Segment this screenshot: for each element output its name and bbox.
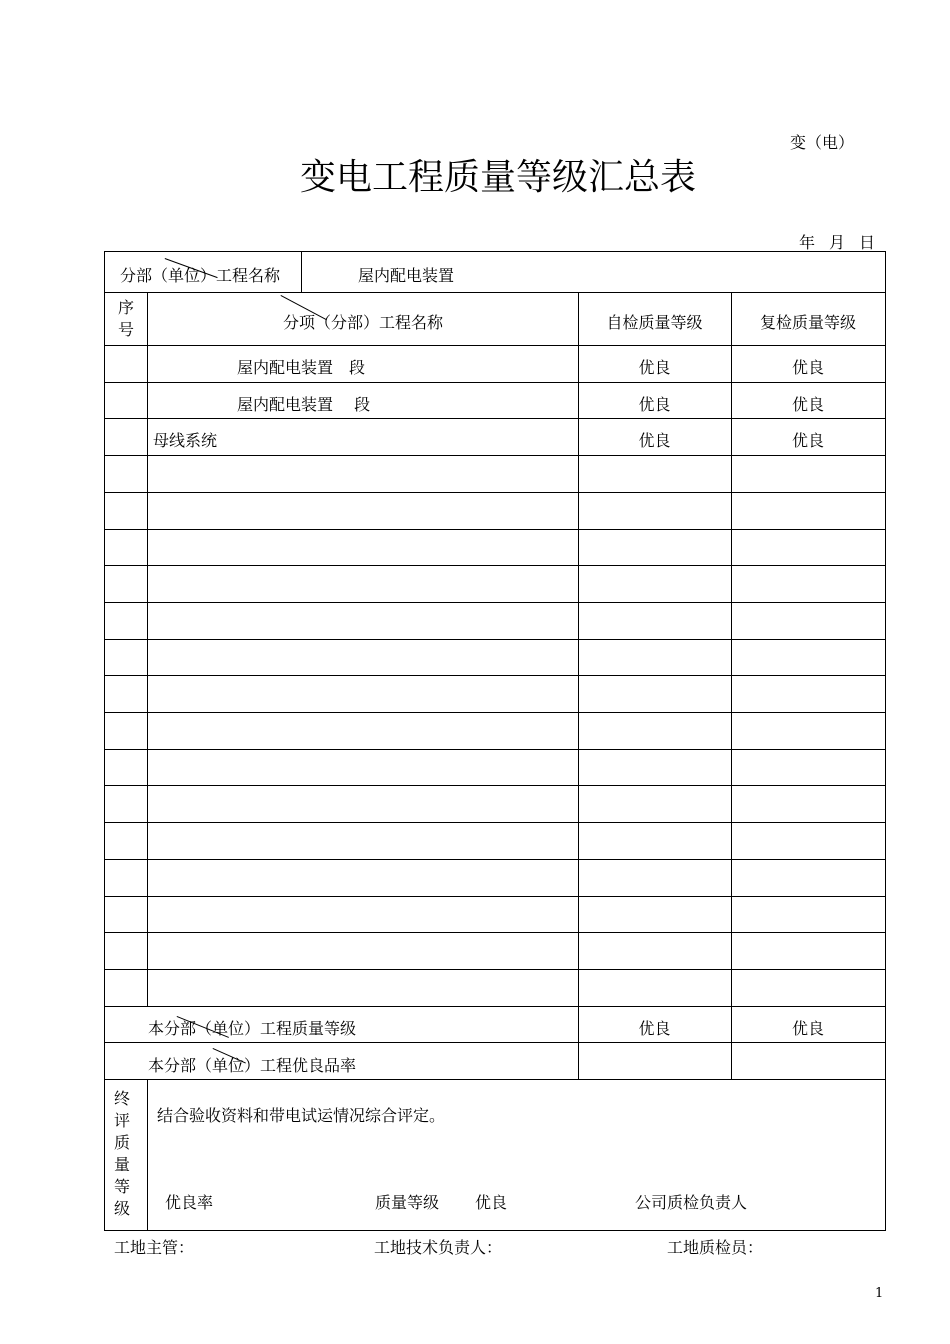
row-divider <box>105 345 885 346</box>
row-divider <box>105 785 885 786</box>
final-label: 终评质量等级 <box>113 1089 130 1218</box>
row-divider <box>105 565 885 566</box>
row-divider <box>105 749 885 750</box>
footer-tech-lead: 工地技术负责人： <box>374 1238 503 1257</box>
col-divider-seq <box>147 292 148 1006</box>
summary-grade-self: 优良 <box>638 1019 671 1038</box>
row-divider <box>105 969 885 970</box>
row-self-grade: 优良 <box>638 431 671 451</box>
row-divider <box>105 602 885 603</box>
form-code: 变（电） <box>790 133 855 152</box>
row-divider <box>105 822 885 823</box>
row-divider <box>105 382 885 383</box>
row-divider <box>105 932 885 933</box>
row-item-name: 屋内配电装置 段 <box>237 358 366 377</box>
row-divider <box>105 455 885 456</box>
row-item-name: 屋内配电装置 段 <box>237 394 371 414</box>
row-item-name: 母线系统 <box>153 431 218 451</box>
row-divider <box>105 859 885 860</box>
date-year: 年 <box>799 233 816 252</box>
row-self-grade: 优良 <box>638 394 671 414</box>
header-recheck-grade: 复检质量等级 <box>759 313 856 332</box>
final-grade-label: 质量等级 <box>375 1193 440 1212</box>
row-divider <box>105 418 885 419</box>
row-divider <box>105 529 885 530</box>
row-divider <box>105 639 885 640</box>
header-self-grade: 自检质量等级 <box>606 313 703 332</box>
header-seq: 序号 <box>117 298 134 339</box>
row-recheck-grade: 优良 <box>791 431 824 451</box>
project-divider <box>301 252 302 292</box>
quality-summary-table <box>104 251 886 1231</box>
footer-site-manager: 工地主管： <box>114 1238 195 1257</box>
row-self-grade: 优良 <box>638 358 671 377</box>
final-rate-label: 优良率 <box>165 1193 214 1212</box>
page-number: 1 <box>875 1286 884 1301</box>
final-divider <box>147 1079 148 1231</box>
page-title: 变电工程质量等级汇总表 <box>299 157 696 198</box>
project-value: 屋内配电装置 <box>358 266 455 285</box>
project-label: 分部（单位）工程名称 <box>120 266 281 285</box>
date-day: 日 <box>859 233 876 252</box>
row-divider <box>105 712 885 713</box>
summary-rate-label: 本分部（单位）工程优良品率 <box>148 1056 357 1075</box>
final-comment: 结合验收资料和带电试运情况综合评定。 <box>157 1106 446 1125</box>
date-month: 月 <box>829 233 846 252</box>
header-item-name: 分项（分部）工程名称 <box>282 313 443 332</box>
summary-grade-label: 本分部（单位）工程质量等级 <box>148 1019 357 1038</box>
row-divider <box>105 292 885 293</box>
footer-quality-inspector: 工地质检员： <box>667 1238 764 1257</box>
row-divider <box>105 896 885 897</box>
summary-grade-recheck: 优良 <box>791 1019 824 1038</box>
final-inspector-label: 公司质检负责人 <box>635 1193 748 1212</box>
row-divider <box>105 1042 885 1043</box>
row-divider <box>105 675 885 676</box>
final-grade-value: 优良 <box>475 1193 508 1212</box>
row-divider <box>105 1079 885 1080</box>
row-recheck-grade: 优良 <box>791 394 824 414</box>
row-recheck-grade: 优良 <box>791 358 824 377</box>
date-line <box>799 230 889 253</box>
row-divider <box>105 492 885 493</box>
row-divider <box>105 1006 885 1007</box>
